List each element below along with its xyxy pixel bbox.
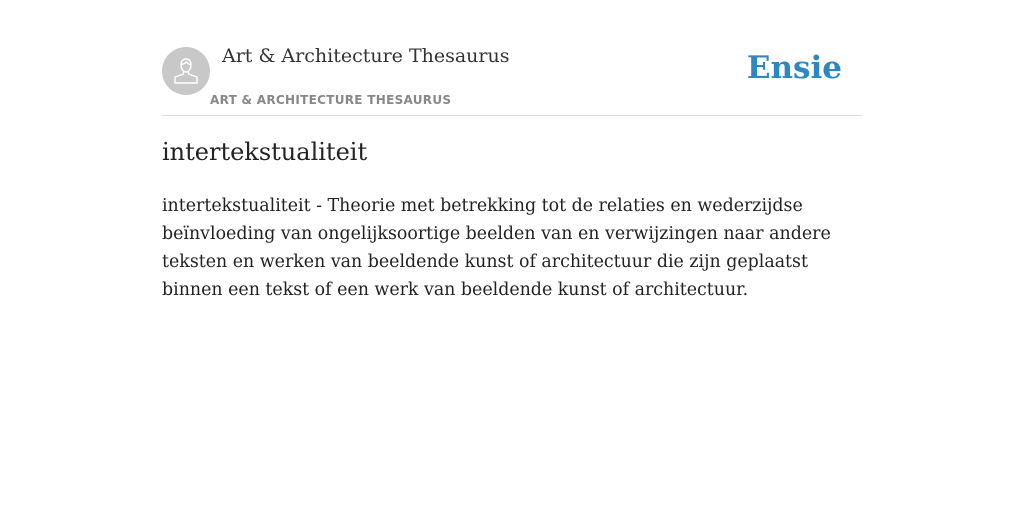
author-name[interactable]: Art & Architecture Thesaurus: [222, 45, 510, 67]
source-label[interactable]: ART & ARCHITECTURE THESAURUS: [210, 93, 452, 107]
avatar[interactable]: [162, 47, 210, 95]
entry-title: intertekstualiteit: [162, 138, 368, 166]
entry-header: [162, 0, 862, 116]
page-container: [162, 0, 862, 512]
user-avatar-icon: [172, 56, 200, 86]
brand-logo[interactable]: Ensie: [746, 50, 842, 86]
entry-definition: intertekstualiteit - Theorie met betrekking tot de relaties en wederzijdse beïnvloeding van ongelijksoortige beelden van en verwijzingen naar andere teksten en werken van beeldende kunst of architectuur die zijn geplaatst binnen een tekst of een werk van beeldende kunst of architectuur.: [162, 196, 831, 300]
